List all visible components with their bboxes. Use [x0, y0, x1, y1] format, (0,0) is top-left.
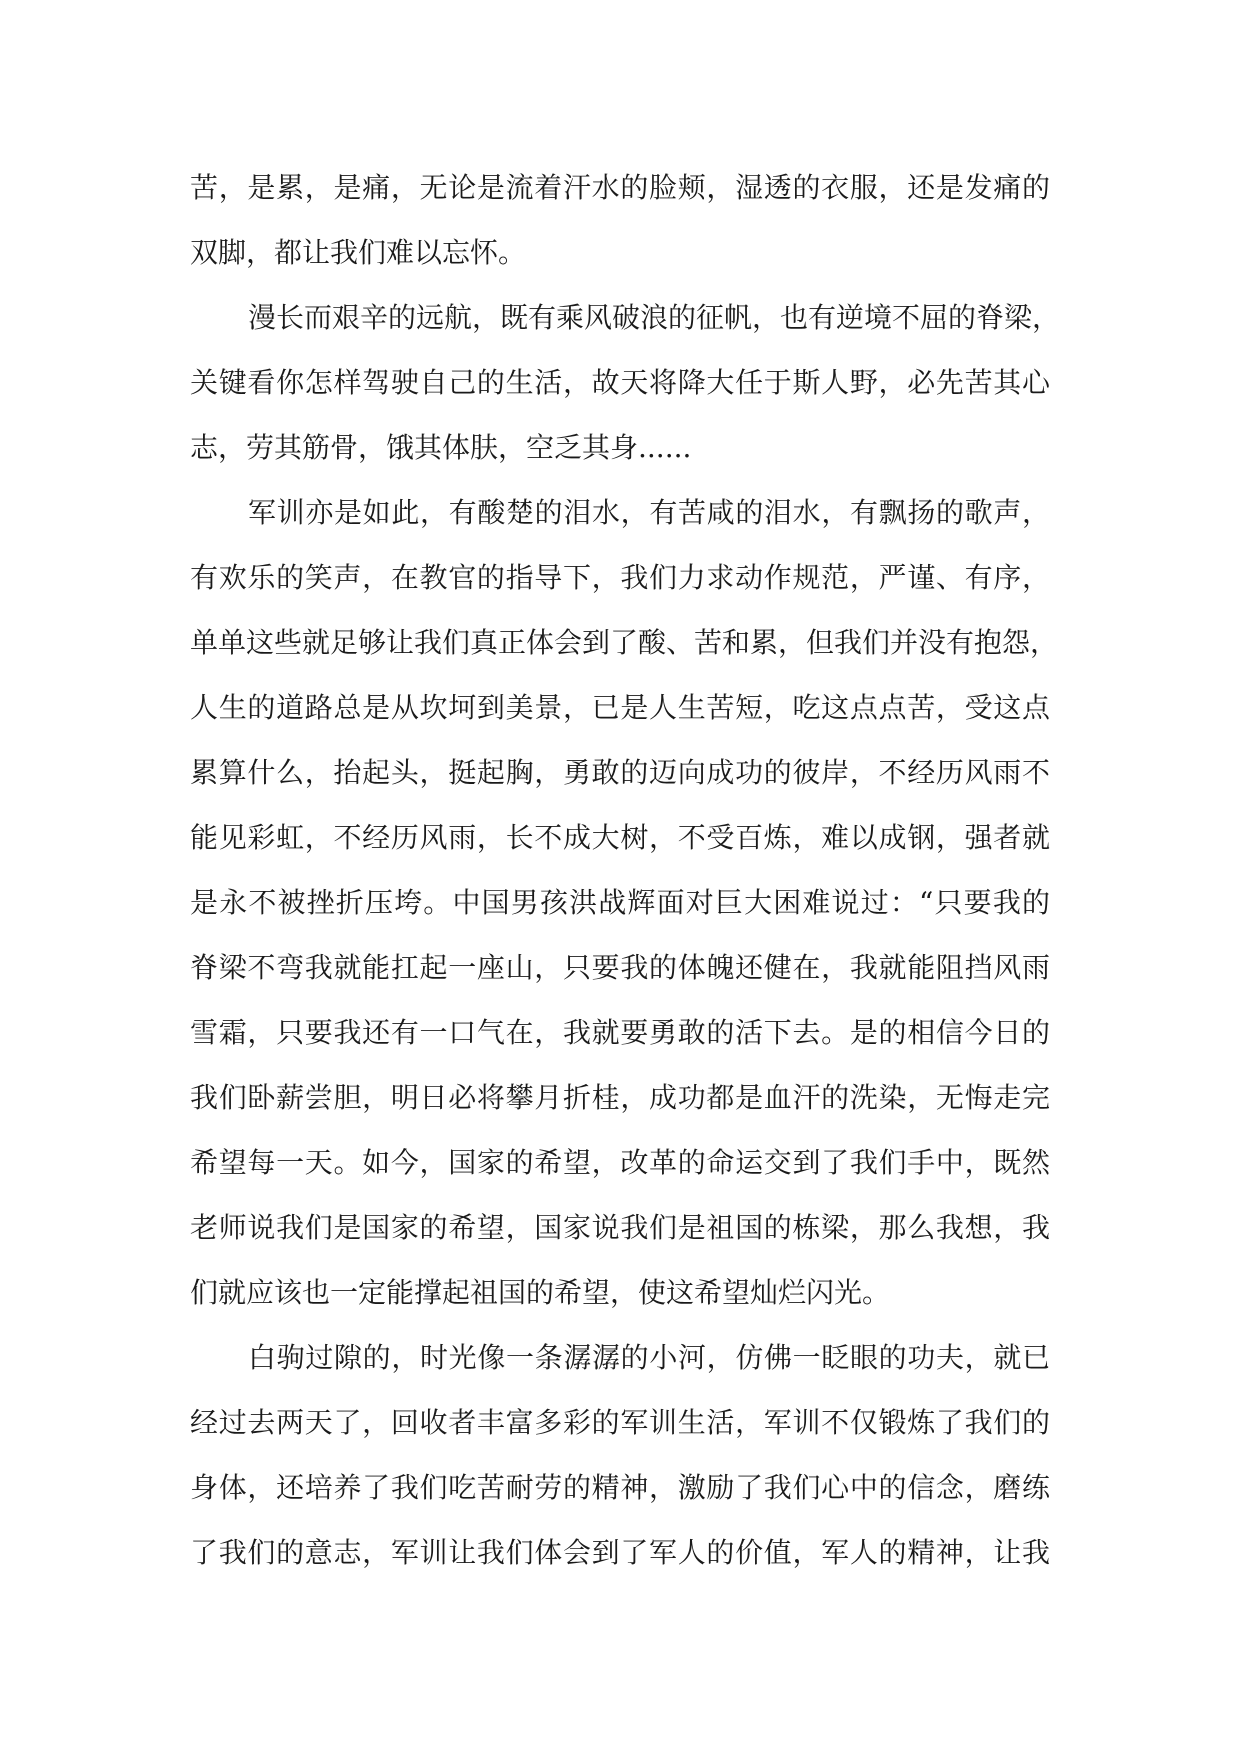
text-line: 们就应该也一定能撑起祖国的希望，使这希望灿烂闪光。	[190, 1276, 891, 1309]
text-line: 漫长而艰辛的远航，既有乘风破浪的征帆，也有逆境不屈的脊梁，	[248, 301, 1061, 334]
text-line: 了我们的意志，军训让我们体会到了军人的价值，军人的精神，让我	[190, 1536, 1050, 1569]
text-line: 经过去两天了，回收者丰富多彩的军训生活，军训不仅锻炼了我们的	[190, 1406, 1050, 1439]
text-line: 双脚，都让我们难以忘怀。	[190, 236, 527, 269]
text-line: 身体，还培养了我们吃苦耐劳的精神，激励了我们心中的信念，磨练	[190, 1471, 1050, 1504]
text-line: 希望每一天。如今，国家的希望，改革的命运交到了我们手中，既然	[190, 1146, 1050, 1179]
paragraph	[190, 480, 1059, 1325]
paragraph	[190, 155, 1050, 285]
text-line: 志，劳其筋骨，饿其体肤，空乏其身......	[190, 431, 692, 464]
text-line: 我们卧薪尝胆，明日必将攀月折桂，成功都是血汗的洗染，无悔走完	[190, 1081, 1050, 1114]
text-line: 累算什么，抬起头，挺起胸，勇敢的迈向成功的彼岸，不经历风雨不	[190, 756, 1050, 789]
text-line: 单单这些就足够让我们真正体会到了酸、苦和累，但我们并没有抱怨，	[190, 626, 1059, 659]
text-line: 有欢乐的笑声，在教官的指导下，我们力求动作规范，严谨、有序，	[190, 561, 1050, 594]
text-line: 军训亦是如此，有酸楚的泪水，有苦咸的泪水，有飘扬的歌声，	[248, 496, 1050, 529]
document-page	[190, 155, 1061, 1585]
text-line: 人生的道路总是从坎坷到美景，已是人生苦短，吃这点点苦，受这点	[190, 691, 1050, 724]
paragraph	[190, 285, 1061, 480]
text-line: 是永不被挫折压垮。中国男孩洪战辉面对巨大困难说过：“只要我的	[190, 886, 1050, 919]
text-line: 脊梁不弯我就能扛起一座山，只要我的体魄还健在，我就能阻挡风雨	[190, 951, 1050, 984]
paragraph	[190, 1325, 1050, 1585]
text-line: 白驹过隙的，时光像一条潺潺的小河，仿佛一眨眼的功夫，就已	[248, 1341, 1050, 1374]
text-line: 能见彩虹，不经历风雨，长不成大树，不受百炼，难以成钢，强者就	[190, 821, 1050, 854]
text-line: 关键看你怎样驾驶自己的生活，故天将降大任于斯人野，必先苦其心	[190, 366, 1050, 399]
text-line: 雪霜，只要我还有一口气在，我就要勇敢的活下去。是的相信今日的	[190, 1016, 1050, 1049]
text-line: 老师说我们是国家的希望，国家说我们是祖国的栋梁，那么我想，我	[190, 1211, 1050, 1244]
text-line: 苦，是累，是痛，无论是流着汗水的脸颊，湿透的衣服，还是发痛的	[190, 171, 1050, 204]
